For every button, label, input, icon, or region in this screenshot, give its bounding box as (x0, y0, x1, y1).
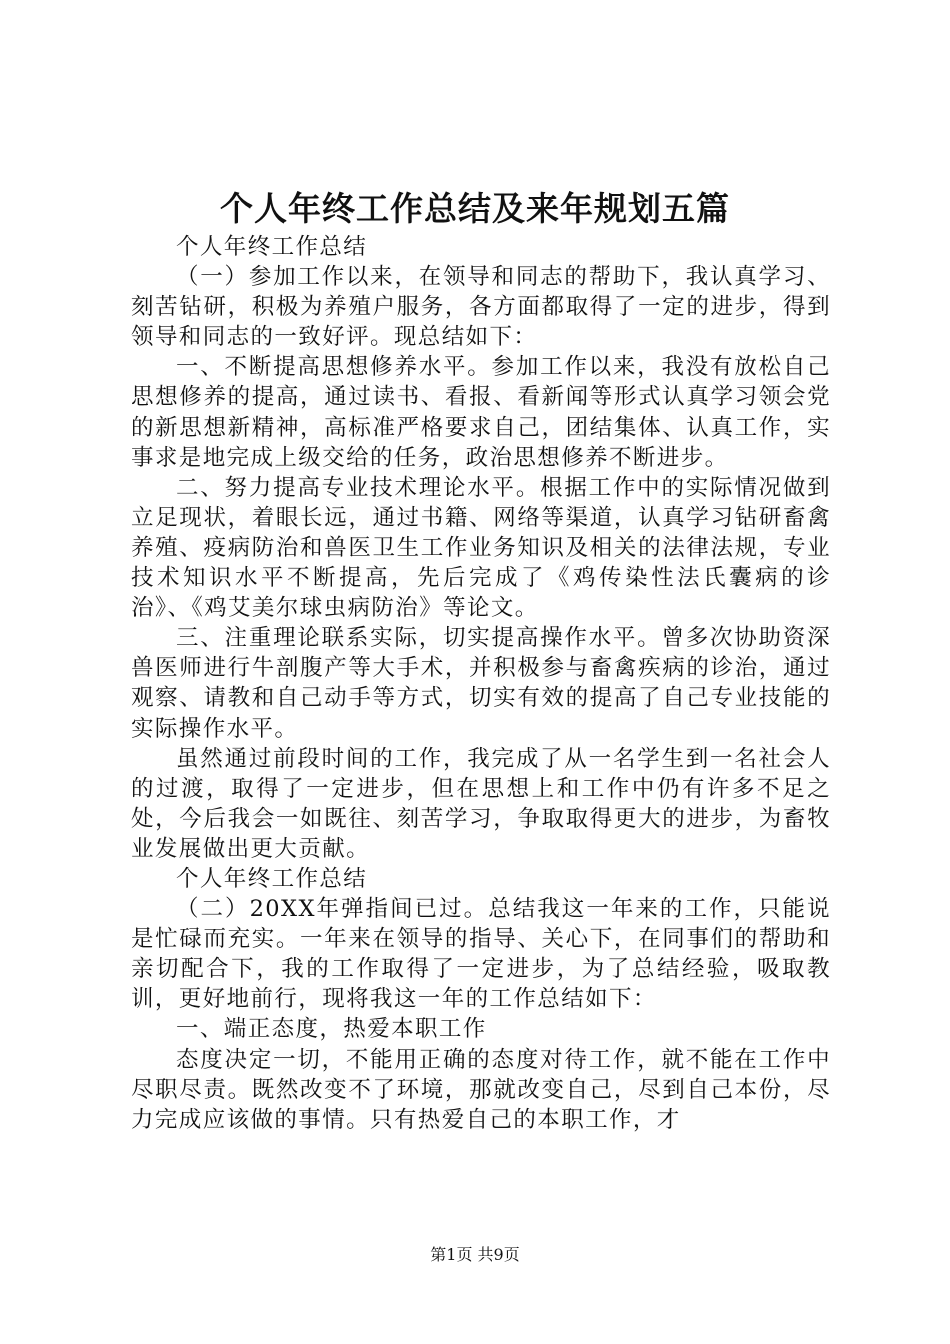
paragraph: 虽然通过前段时间的工作，我完成了从一名学生到一名社会人的过渡，取得了一定进步，但在思想上和工作中仍有许多不足之处，今后我会一如既往、刻苦学习，争取取得更大的进步，为畜牧业发展做出更大贡献。 (131, 745, 831, 862)
paragraph: 二、努力提高专业技术理论水平。根据工作中的实际情况做到立足现状，着眼长远，通过书籍、网络等渠道，认真学习钻研畜禽养殖、疫病防治和兽医卫生工作业务知识及相关的法律法规，专业技术知识水平不断提高，先后完成了《鸡传染性法氏囊病的诊治》、《鸡艾美尔球虫病防治》等论文。 (131, 474, 831, 622)
paragraph: （二）20XX年弹指间已过。总结我这一年来的工作，只能说是忙碌而充实。一年来在领导的指导、关心下，在同事们的帮助和亲切配合下，我的工作取得了一定进步，为了总结经验，吸取教训，更好地前行，现将我这一年的工作总结如下： (131, 896, 831, 1013)
paragraph: 一、端正态度，热爱本职工作 (176, 1016, 487, 1043)
document-title: 个人年终工作总结及来年规划五篇 (220, 189, 730, 228)
paragraph: 态度决定一切，不能用正确的态度对待工作，就不能在工作中尽职尽责。既然改变不了环境，那就改变自己，尽到自己本份，尽力完成应该做的事情。只有热爱自己的本职工作，才 (131, 1046, 831, 1133)
paragraph: 三、注重理论联系实际，切实提高操作水平。曾多次协助资深兽医师进行牛剖腹产等大手术，并积极参与畜禽疾病的诊治，通过观察、请教和自己动手等方式，切实有效的提高了自己专业技能的实际操作水平。 (131, 625, 831, 742)
section-heading: 个人年终工作总结 (176, 865, 368, 892)
page-number: 第1页 共9页 (430, 1245, 520, 1264)
section-heading: 个人年终工作总结 (176, 234, 368, 260)
document-body (131, 232, 831, 1135)
paragraph: （一）参加工作以来，在领导和同志的帮助下，我认真学习、刻苦钻研，积极为养殖户服务，各方面都取得了一定的进步，得到领导和同志的一致好评。现总结如下： (131, 264, 831, 351)
paragraph: 一、不断提高思想修养水平。参加工作以来，我没有放松自己思想修养的提高，通过读书、看报、看新闻等形式认真学习领会党的新思想新精神，高标准严格要求自己，团结集体、认真工作，实事求是地完成上级交给的任务，政治思想修养不断进步。 (131, 354, 831, 471)
